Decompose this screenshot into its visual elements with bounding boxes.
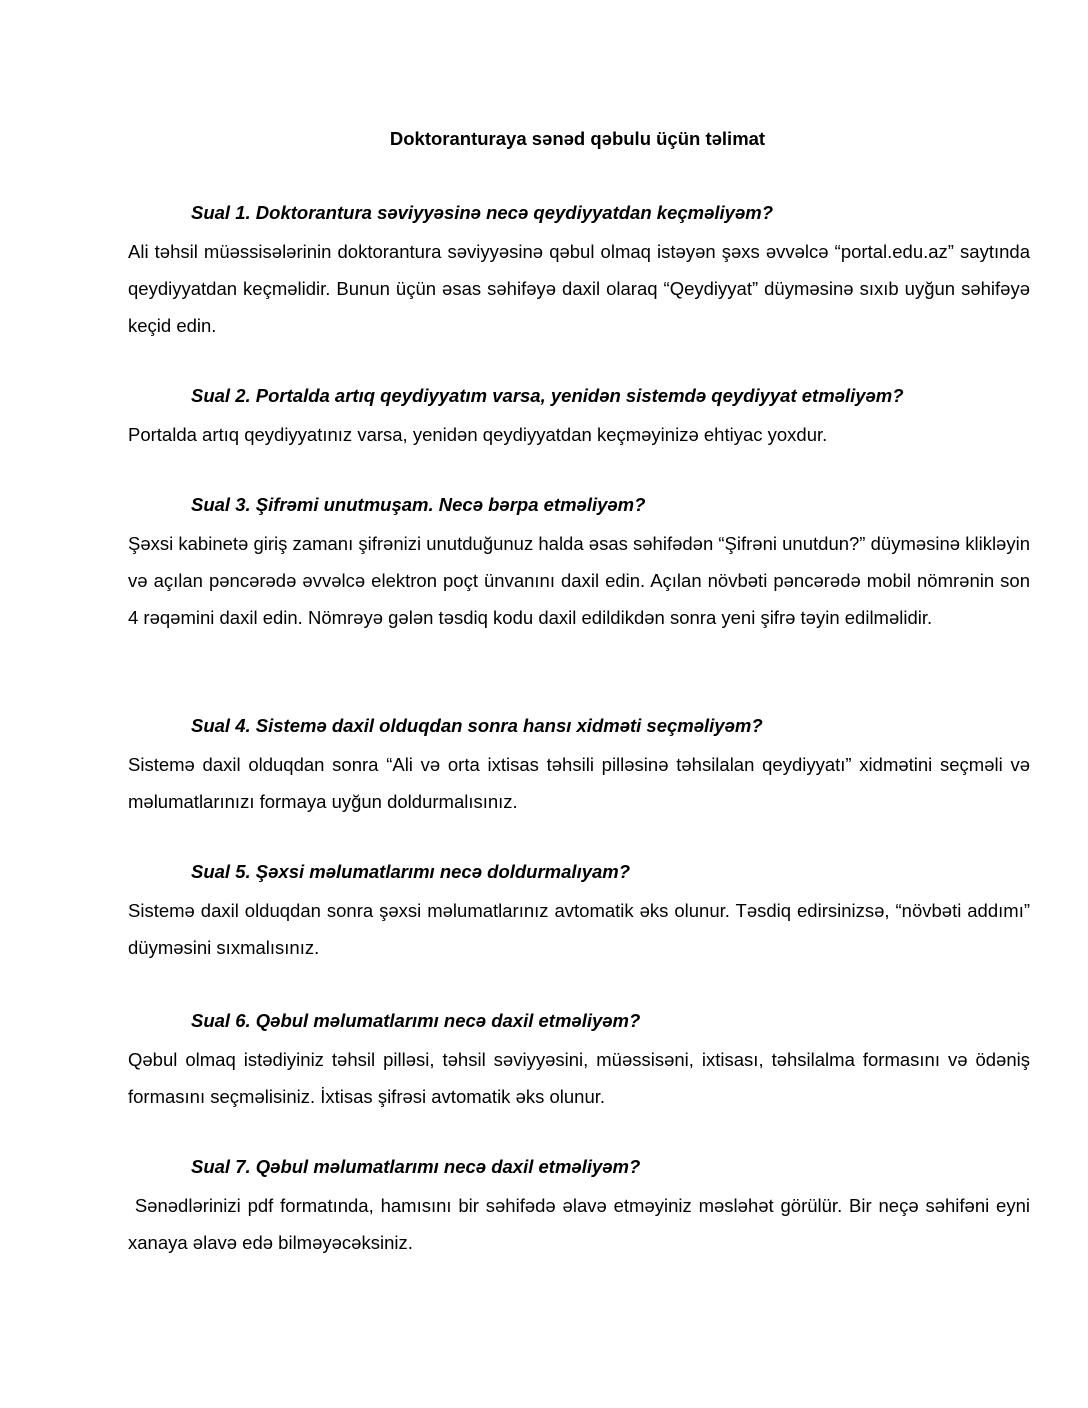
- answer-4: Sistemə daxil olduqdan sonra “Ali və orta ixtisas təhsili pilləsinə təhsilalan qeydiyyatı” xidmətini seçməli və məlumatlarınızı formaya uyğun doldurmalısınız.: [128, 754, 1036, 812]
- qa-item-4: [128, 714, 1036, 820]
- qa-item-3: [128, 493, 1036, 636]
- question-7: Sual 7. Qəbul məlumatlarımı necə daxil etməliyəm?: [191, 1156, 641, 1177]
- document-title: Doktoranturaya sənəd qəbulu üçün təlimat: [389, 128, 766, 149]
- answer-3: Şəxsi kabinetə giriş zamanı şifrənizi unutduğunuz halda əsas səhifədən “Şifrəni unutdun?” düyməsinə klikləyin və açılan pəncərədə əvvəlcə elektron poçt ünvanını daxil edin. Açılan növbəti pəncərədə mobil nömrənin son 4 rəqəmini daxil edin. Nömrəyə gələn təsdiq kodu daxil edildikdən sonra yeni şifrə təyin edilməlidir.: [128, 533, 1036, 628]
- answer-7: Sənədlərinizi pdf formatında, hamısını bir səhifədə əlavə etməyiniz məsləhət görülür. Bir neçə səhifəni eyni xanaya əlavə edə bilməyəcəksiniz.: [128, 1195, 1036, 1253]
- answer-1: Ali təhsil müəssisələrinin doktorantura səviyyəsinə qəbul olmaq istəyən şəxs əvvəlcə “portal.edu.az” saytında qeydiyyatdan keçməlidir. Bunun üçün əsas səhifəyə daxil olaraq “Qeydiyyat” düyməsinə sıxıb uyğun səhifəyə keçid edin.: [128, 241, 1036, 336]
- question-3: Sual 3. Şifrəmi unutmuşam. Necə bərpa etməliyəm?: [191, 494, 646, 515]
- qa-item-2: [128, 384, 1030, 453]
- question-6: Sual 6. Qəbul məlumatlarımı necə daxil etməliyəm?: [191, 1010, 641, 1031]
- answer-5: Sistemə daxil olduqdan sonra şəxsi məlumatlarınız avtomatik əks olunur. Təsdiq edirsinizsə, “növbəti addımı” düyməsini sıxmalısınız.: [128, 900, 1036, 958]
- question-5: Sual 5. Şəxsi məlumatlarımı necə doldurmalıyam?: [191, 861, 631, 882]
- answer-6: Qəbul olmaq istədiyiniz təhsil pilləsi, təhsil səviyyəsini, müəssisəni, ixtisası, təhsilalma formasını və ödəniş formasını seçməlisiniz. İxtisas şifrəsi avtomatik əks olunur.: [128, 1049, 1036, 1107]
- qa-item-7: [128, 1155, 1036, 1261]
- question-2: Sual 2. Portalda artıq qeydiyyatım varsa, yenidən sistemdə qeydiyyat etməliyəm?: [191, 385, 904, 406]
- question-4: Sual 4. Sistemə daxil olduqdan sonra hansı xidməti seçməliyəm?: [191, 715, 763, 736]
- qa-item-6: [128, 1009, 1036, 1115]
- qa-item-5: [128, 860, 1036, 966]
- question-1: Sual 1. Doktorantura səviyyəsinə necə qeydiyyatdan keçməliyəm?: [191, 202, 773, 223]
- answer-2: Portalda artıq qeydiyyatınız varsa, yenidən qeydiyyatdan keçməyinizə ehtiyac yoxdur.: [128, 424, 828, 445]
- qa-item-1: [128, 201, 1036, 344]
